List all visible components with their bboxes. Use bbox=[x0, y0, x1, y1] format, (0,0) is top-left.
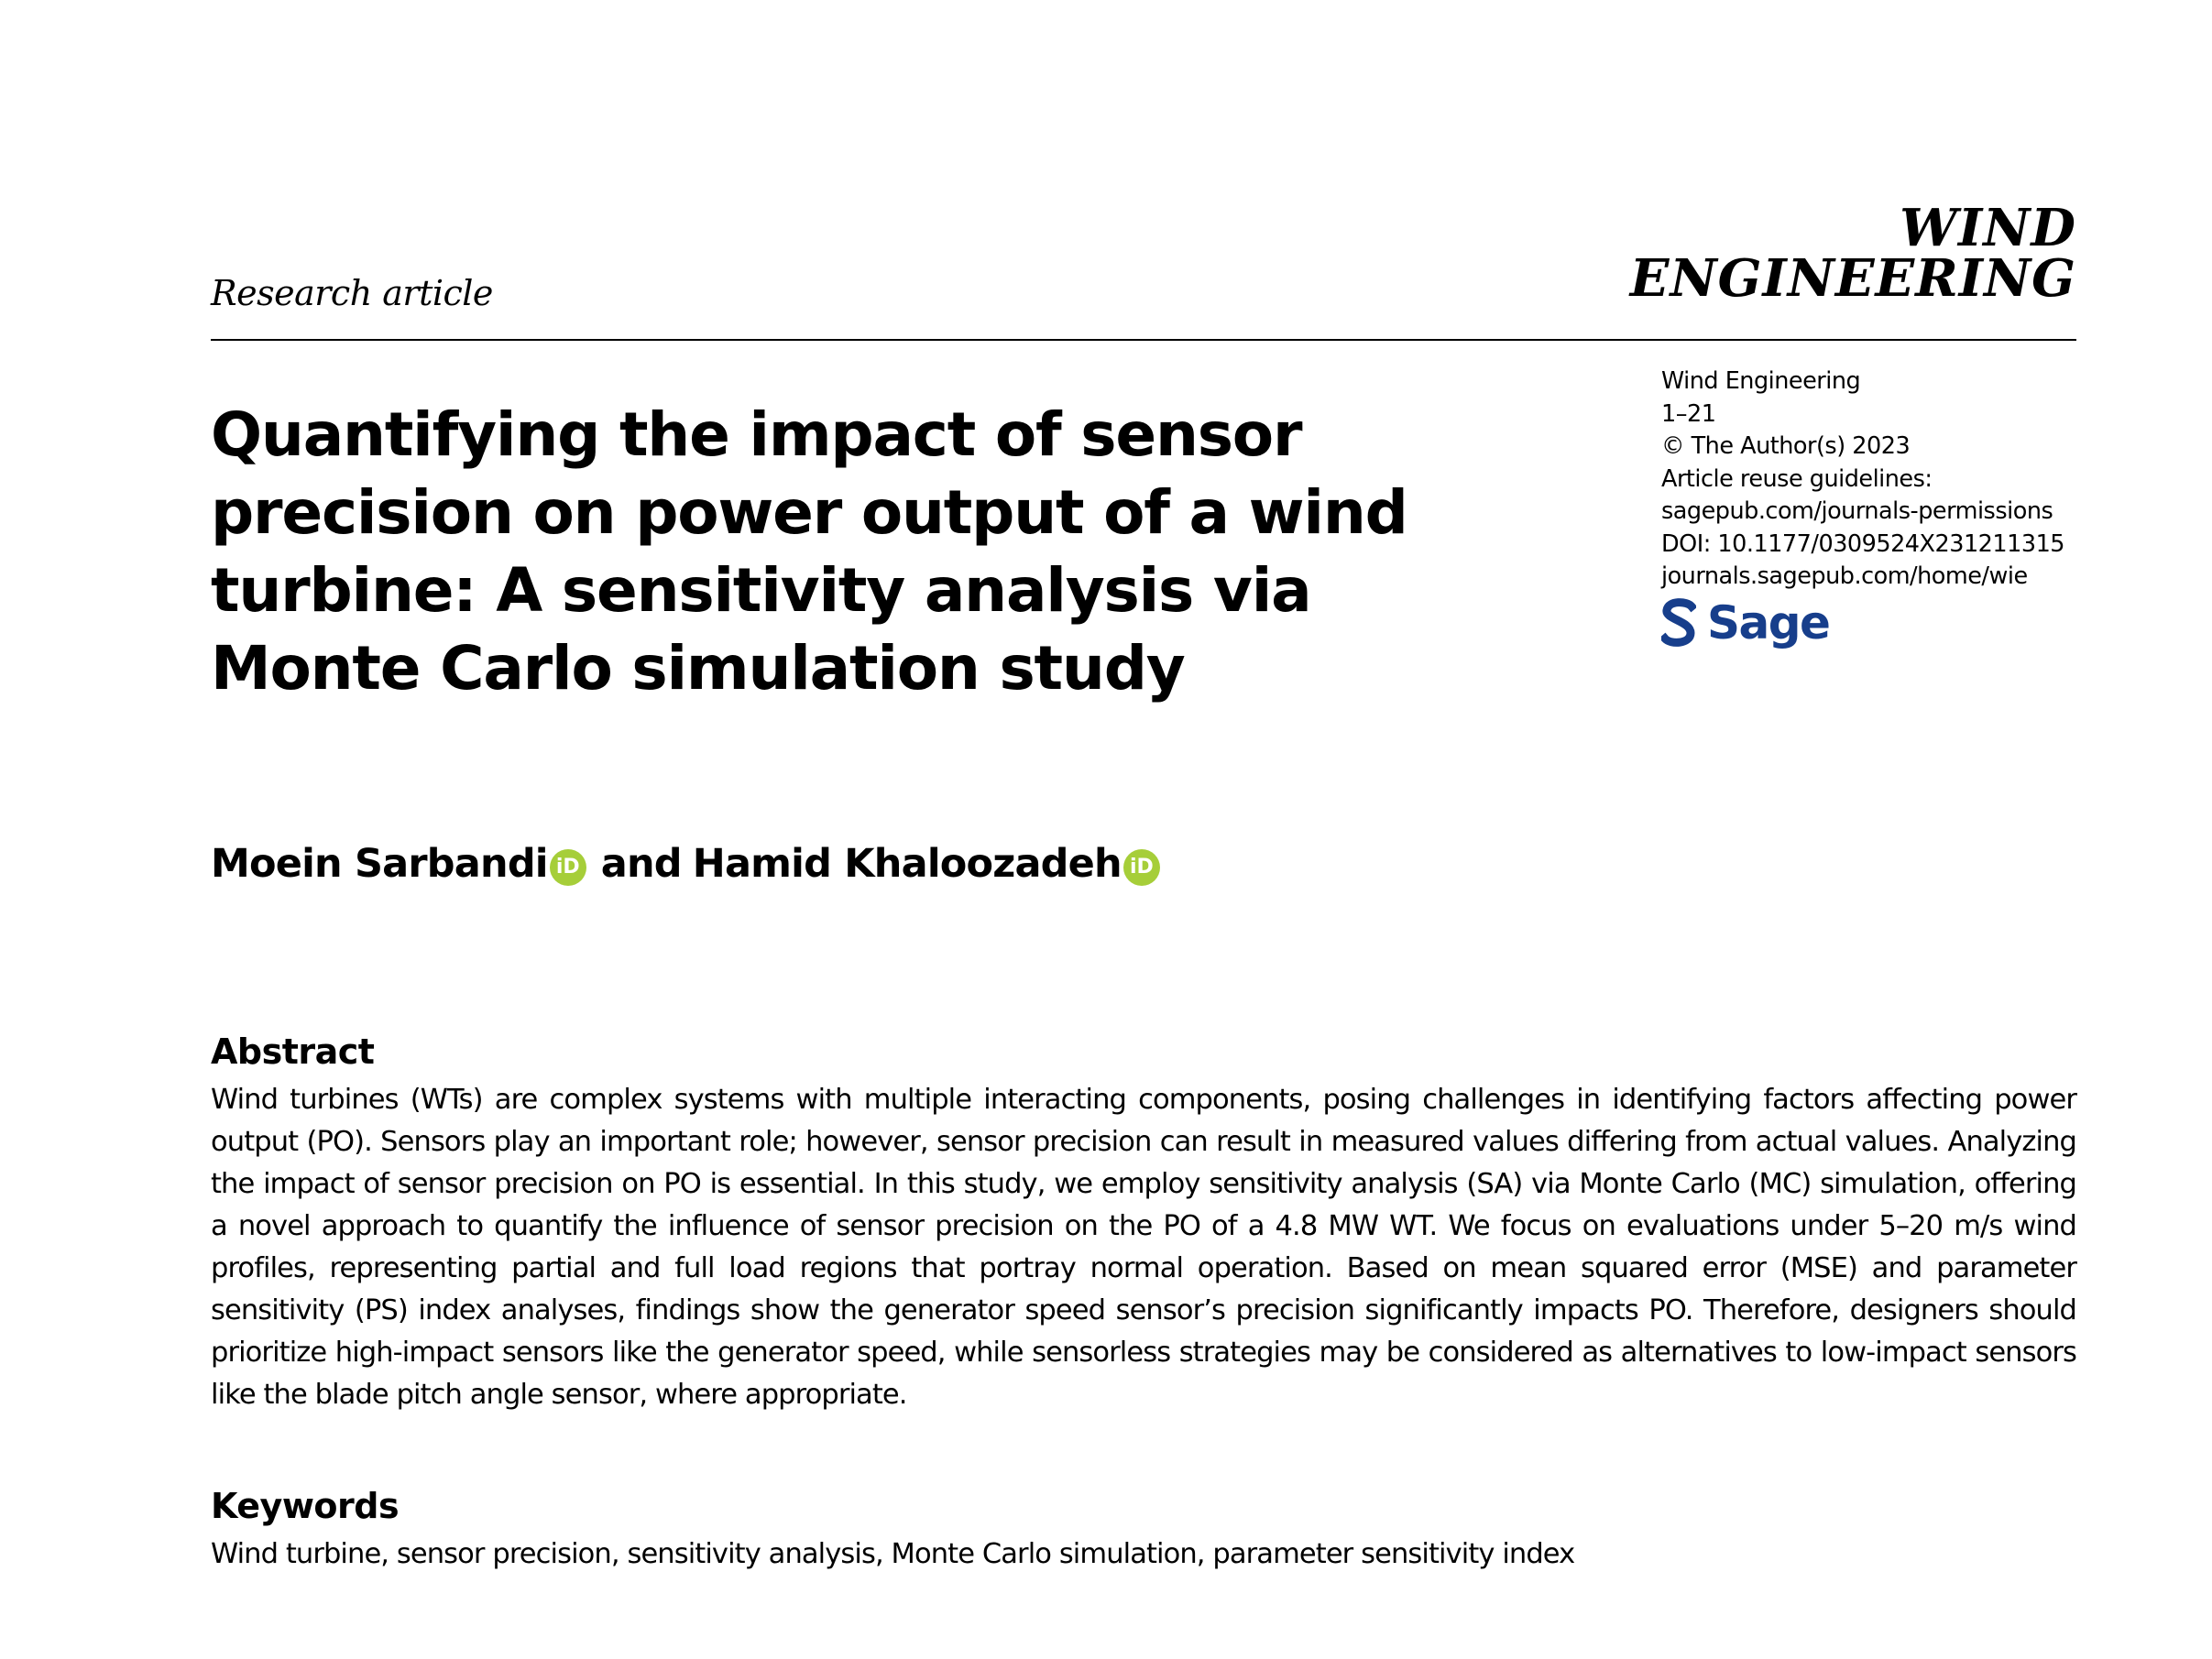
keywords-heading: Keywords bbox=[211, 1486, 400, 1526]
journal-logo-line2: ENGINEERING bbox=[1629, 247, 2076, 309]
article-type-label: Research article bbox=[211, 273, 493, 313]
author-name: Hamid Khaloozadeh bbox=[692, 841, 1122, 887]
author-separator: and bbox=[600, 841, 682, 887]
keywords-text: Wind turbine, sensor precision, sensitivity analysis, Monte Carlo simulation, parameter sensitivity index bbox=[211, 1538, 1575, 1570]
journal-homepage-link[interactable]: journals.sagepub.com/home/wie bbox=[1661, 562, 2028, 590]
journal-logo bbox=[1629, 198, 2076, 309]
author-list bbox=[211, 841, 1166, 887]
publisher-name: Sage bbox=[1707, 596, 1830, 649]
copyright-notice: © The Author(s) 2023 bbox=[1661, 432, 1911, 460]
doi-link[interactable]: DOI: 10.1177/0309524X231211315 bbox=[1661, 529, 2065, 558]
permissions-link[interactable]: sagepub.com/journals-permissions bbox=[1661, 497, 2053, 525]
article-metadata bbox=[1661, 366, 2083, 594]
sage-s-icon bbox=[1661, 598, 1696, 648]
orcid-icon[interactable]: iD bbox=[1123, 849, 1160, 886]
abstract-heading: Abstract bbox=[211, 1031, 375, 1072]
page-range: 1–21 bbox=[1661, 399, 1716, 428]
abstract-text: Wind turbines (WTs) are complex systems with multiple interacting components, posing challenges in identifying factors affecting power output (PO). Sensors play an important role; however, sensor precision can result in measured values differing from actual values. Analyzing the impact of sensor precision on PO is essential. In this study, we employ sensitivity analysis (SA) via Monte Carlo (MC) simulation, offering a novel approach to quantify the influence of sensor precision on the PO of a 4.8 MW WT. We focus on evaluations under 5–20 m/s wind profiles, representing partial and full load regions that portray normal operation. Based on mean squared error (MSE) and parameter sensitivity (PS) index analyses, findings show the generator speed sensor’s precision significantly impacts PO. Therefore, designers should prioritize high-impact sensors like the generator speed, while sensorless strategies may be considered as alternatives to low-impact sensors like the blade pitch angle sensor, where appropriate. bbox=[211, 1084, 2076, 1411]
header-divider bbox=[211, 339, 2076, 341]
journal-name: Wind Engineering bbox=[1661, 367, 1861, 395]
publisher-logo bbox=[1661, 595, 1829, 650]
journal-logo-line1: WIND bbox=[1900, 198, 2076, 258]
reuse-guidelines-label: Article reuse guidelines: bbox=[1661, 464, 1933, 493]
author-name: Moein Sarbandi bbox=[211, 841, 548, 887]
orcid-icon[interactable]: iD bbox=[550, 849, 586, 886]
article-title: Quantifying the impact of sensor precision on power output of a wind turbine: A sensitivity analysis via Monte Carlo simulation study bbox=[211, 399, 1407, 704]
